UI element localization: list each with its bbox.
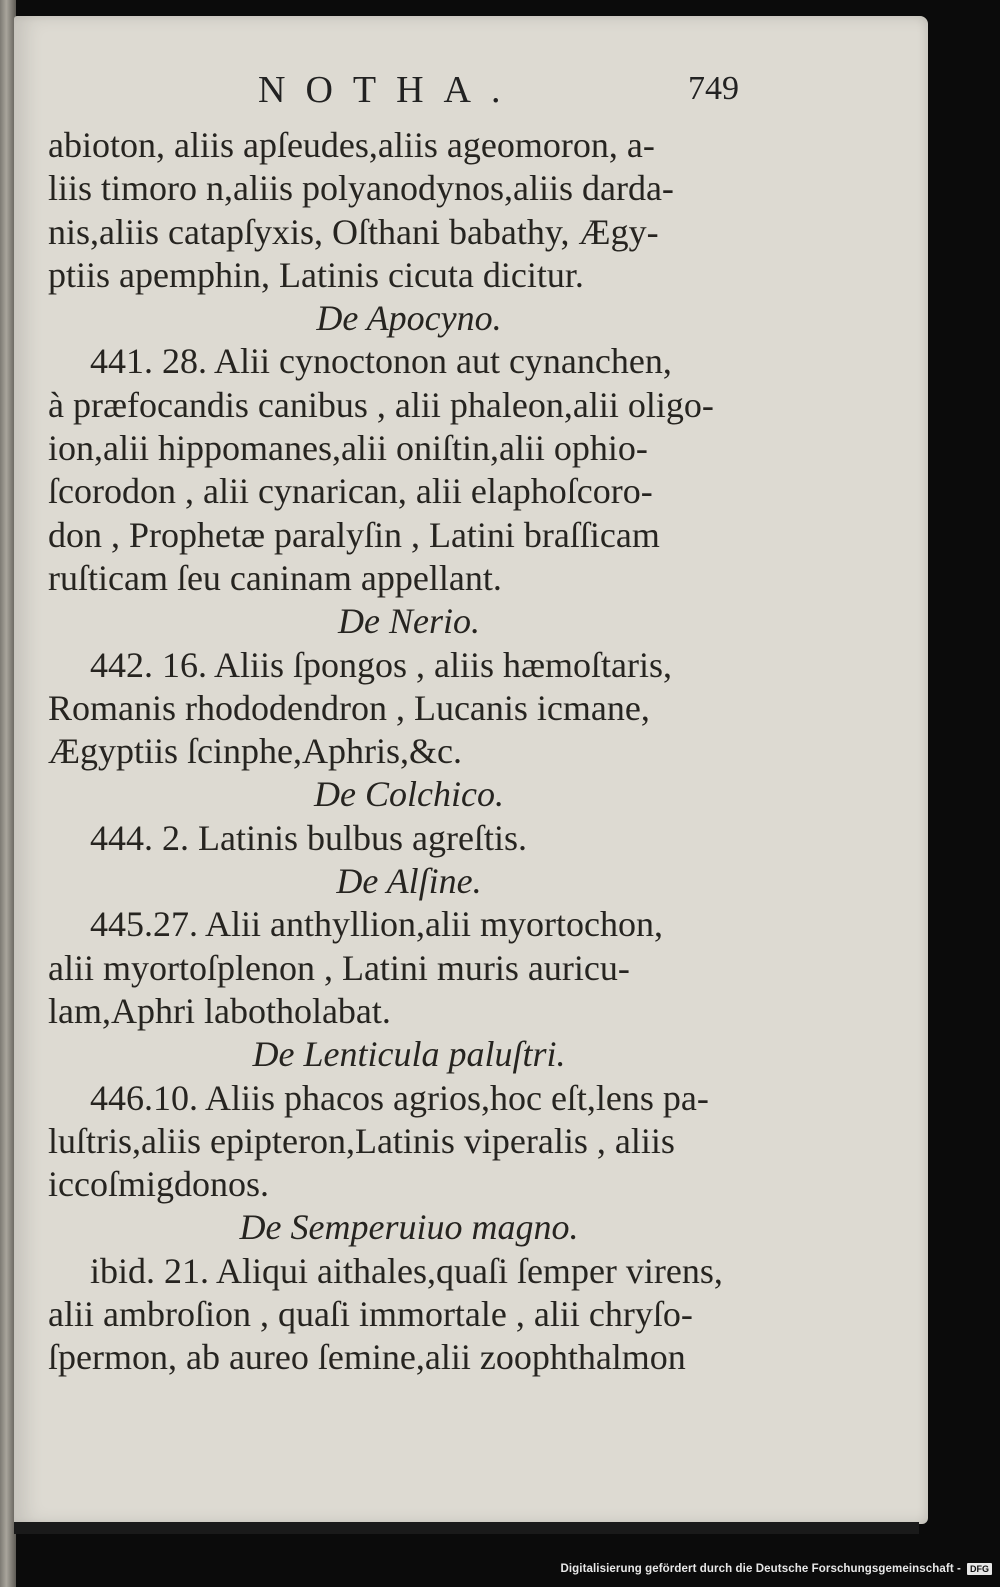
text-line: liis timoro n,aliis polyanodynos,aliis darda-	[48, 168, 674, 209]
text-line: ibid. 21. Aliqui aithales,quaſi ſemper virens,	[90, 1250, 723, 1291]
text-line: ſcorodon , alii cynarican, alii elaphoſcoro-	[48, 471, 653, 512]
dfg-logo-icon: DFG	[967, 1563, 992, 1575]
text-line: 444. 2. Latinis bulbus agreſtis.	[90, 817, 527, 858]
page-header	[258, 68, 778, 118]
section-heading: De Lenticula paluſtri.	[252, 1034, 566, 1075]
text-line: iccoſmigdonos.	[48, 1164, 269, 1205]
text-line: 441. 28. Alii cynoctonon aut cynanchen,	[90, 341, 672, 382]
text-line: ſpermon, ab aureo ſemine,alii zoophthalmon	[48, 1337, 686, 1378]
text-line: abioton, aliis apſeudes,aliis ageomoron, a-	[48, 125, 655, 165]
page-number: 749	[688, 70, 739, 107]
page-bottom-edge	[14, 1522, 919, 1534]
text-line: don , Prophetæ paralyſin , Latini braſſicam	[48, 514, 660, 555]
text-line: 445.27. Alii anthyllion,alii myortochon,	[90, 904, 663, 945]
text-line: ptiis apemphin, Latinis cicuta dicitur.	[48, 254, 584, 295]
section-heading: De Semperuiuo magno.	[239, 1207, 579, 1248]
text-line: alii ambroſion , quaſi immortale , alii chryſo-	[48, 1294, 693, 1335]
text-line: à præfocandis canibus , alii phaleon,alii oligo-	[48, 384, 714, 425]
text-line: lam,Aphri labotholabat.	[48, 990, 391, 1031]
section-heading: De Colchico.	[314, 774, 504, 815]
text-line: nis,aliis catapſyxis, Oſthani babathy, Ægy-	[48, 211, 659, 252]
digitization-credit	[560, 1557, 992, 1581]
section-heading: De Apocyno.	[316, 298, 502, 339]
running-head: NOTHA.	[258, 69, 521, 111]
text-line: 442. 16. Aliis ſpongos , aliis hæmoſtaris,	[90, 644, 673, 685]
text-line: ruſticam ſeu caninam appellant.	[48, 557, 502, 598]
text-line: 446.10. Aliis phacos agrios,hoc eſt,lens pa-	[90, 1077, 709, 1118]
text-line: alii myortoſplenon , Latini muris auricu-	[48, 947, 630, 988]
text-line: luſtris,aliis epipteron,Latinis viperalis , aliis	[48, 1120, 675, 1161]
text-line: Romanis rhododendron , Lucanis icmane,	[48, 687, 650, 728]
section-heading: De Nerio.	[338, 601, 480, 642]
body-text	[48, 124, 770, 1380]
credit-text: Digitalisierung gefördert durch die Deutsche Forschungsgemeinschaft -	[560, 1563, 961, 1575]
section-heading: De Alſine.	[336, 861, 482, 902]
text-line: Ægyptiis ſcinphe,Aphris,&c.	[48, 731, 462, 772]
text-line: ion,alii hippomanes,alii oniſtin,alii ophio-	[48, 428, 648, 469]
